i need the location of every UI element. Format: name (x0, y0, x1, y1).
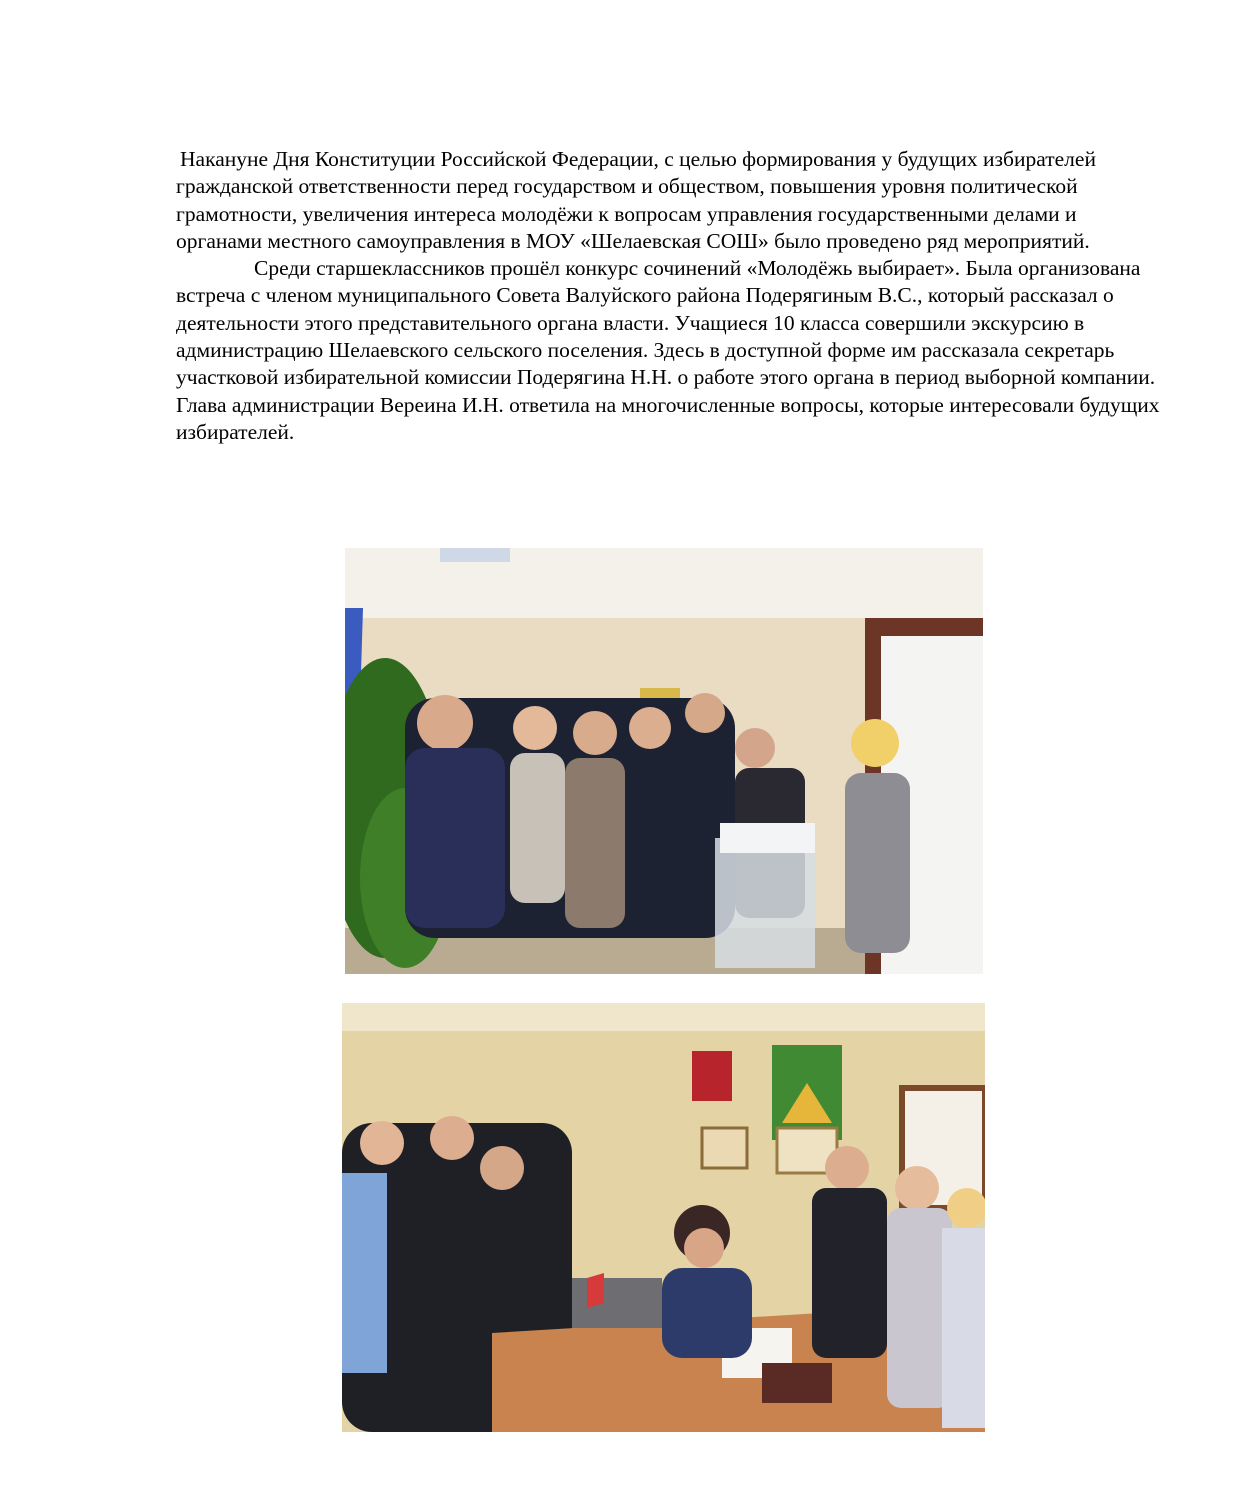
photo-1-student-2 (565, 758, 625, 928)
photo-2-ceiling (342, 1003, 985, 1031)
photo-2-head-of-administration (662, 1268, 752, 1358)
photo-2-desk-flag (587, 1273, 604, 1308)
photo-1-teacher-head (417, 695, 473, 751)
photo-2-student-dark-suit (812, 1188, 887, 1358)
photo-2-student-girl-2 (942, 1228, 985, 1428)
paragraph-events: Среди старшеклассников прошёл конкурс сочинений «Молодёжь выбирает». Была организована встреча с членом муниципального Совета Валуйского района Подерягиным В.С., который рассказал о деятельности этого представительного органа власти. Учащиеся 10 класса совершили экскурсию в администрацию Шелаевского сельского поселения. Здесь в доступной форме им рассказала секретарь участковой избирательной комиссии Подерягина Н.Н. о работе этого органа в период выборной компании. Глава администрации Вереина И.Н. ответила на многочисленные вопросы, которые интересовали будущих избирателей. (176, 256, 1160, 444)
photo-2-printer (572, 1278, 662, 1328)
photo-administration-meeting (342, 1003, 985, 1432)
article-text (176, 146, 1166, 446)
photo-1-teacher (405, 748, 505, 928)
photo-2-folder (762, 1363, 832, 1403)
photo-2-head-face (684, 1228, 724, 1268)
photo-2-student-head-3 (825, 1146, 869, 1190)
photo-1-student-1 (510, 753, 565, 903)
photo-1-student-head-1 (513, 706, 557, 750)
photo-1-speaker (845, 773, 910, 953)
photo-1-elder-head (735, 728, 775, 768)
photo-2-student-head-1 (360, 1121, 404, 1165)
photo-1-student-head-3 (629, 707, 671, 749)
paragraph-intro: Накануне Дня Конституции Российской Федерации, с целью формирования у будущих избирателей гражданской ответственности перед государством и обществом, повышения уровня политической грамотности, увеличения интереса молодёжи к вопросам управления государственными делами и органами местного самоуправления в МОУ «Шелаевская СОШ» было проведено ряд мероприятий. (176, 147, 1096, 253)
photo-2-student-head-4 (895, 1166, 939, 1210)
photo-2-illustration (342, 1003, 985, 1432)
photo-1-speaker-hair (851, 719, 899, 767)
photo-1-student-head-2 (573, 711, 617, 755)
photo-2-russian-emblem (692, 1051, 732, 1101)
photo-1-ballot-box-top (720, 823, 815, 853)
photo-2-student-head-2 (430, 1116, 474, 1160)
photo-1-ballot-box (715, 838, 815, 968)
photo-2-certificate-1 (702, 1128, 747, 1168)
photo-ballot-box-excursion (345, 548, 983, 974)
photo-1-illustration (345, 548, 983, 974)
photo-1-student-head-4 (685, 693, 725, 733)
photo-1-ceiling-lamp (440, 548, 510, 562)
photo-2-student-blue-shirt (342, 1173, 387, 1373)
photo-2-elder-head (480, 1146, 524, 1190)
